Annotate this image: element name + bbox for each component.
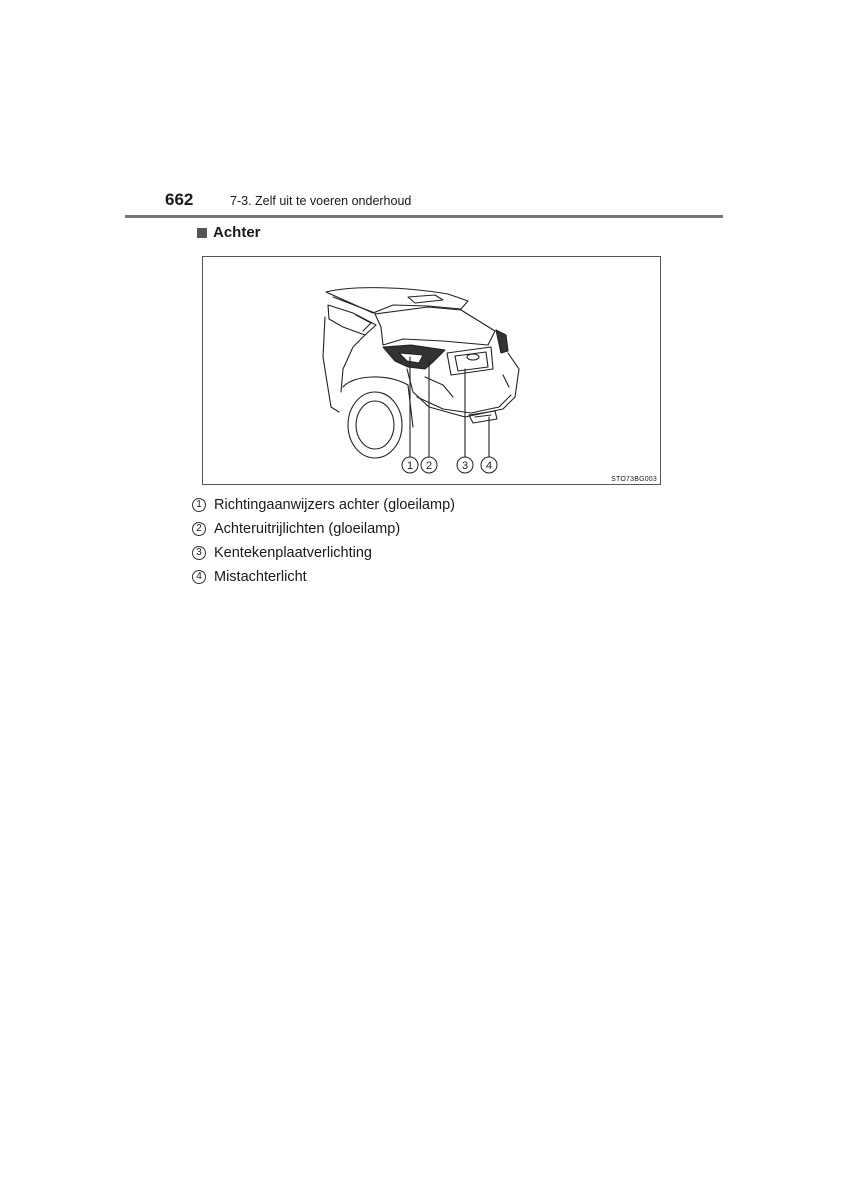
legend-number: 3	[192, 546, 206, 560]
section-heading	[197, 224, 261, 241]
callout-3	[457, 457, 473, 473]
legend-number: 2	[192, 522, 206, 536]
legend-item	[192, 541, 455, 565]
header-divider	[125, 215, 723, 218]
callout-2-label: 2	[425, 460, 433, 472]
callout-2	[421, 457, 437, 473]
callout-1-label: 1	[406, 460, 414, 472]
legend-text: Achteruitrijlichten (gloeilamp)	[214, 521, 401, 537]
car-rear-illustration	[203, 257, 662, 486]
figure-frame	[202, 256, 661, 485]
callout-1	[402, 457, 418, 473]
legend-item	[192, 493, 455, 517]
legend-list	[192, 493, 455, 589]
legend-number: 4	[192, 570, 206, 584]
legend-item	[192, 517, 455, 541]
legend-text: Mistachterlicht	[214, 569, 307, 585]
legend-text: Kentekenplaatverlichting	[214, 545, 372, 561]
section-heading-text: Achter	[213, 224, 261, 241]
callout-3-label: 3	[461, 460, 469, 472]
figure-code: STO73BG003	[611, 476, 657, 483]
callout-4	[481, 457, 497, 473]
callout-4-label: 4	[485, 460, 493, 472]
page-number: 662	[165, 190, 194, 209]
chapter-title: 7-3. Zelf uit te voeren onderhoud	[230, 194, 412, 208]
square-bullet-icon	[197, 228, 207, 238]
legend-text: Richtingaanwijzers achter (gloeilamp)	[214, 497, 455, 513]
legend-item	[192, 565, 455, 589]
legend-number: 1	[192, 498, 206, 512]
